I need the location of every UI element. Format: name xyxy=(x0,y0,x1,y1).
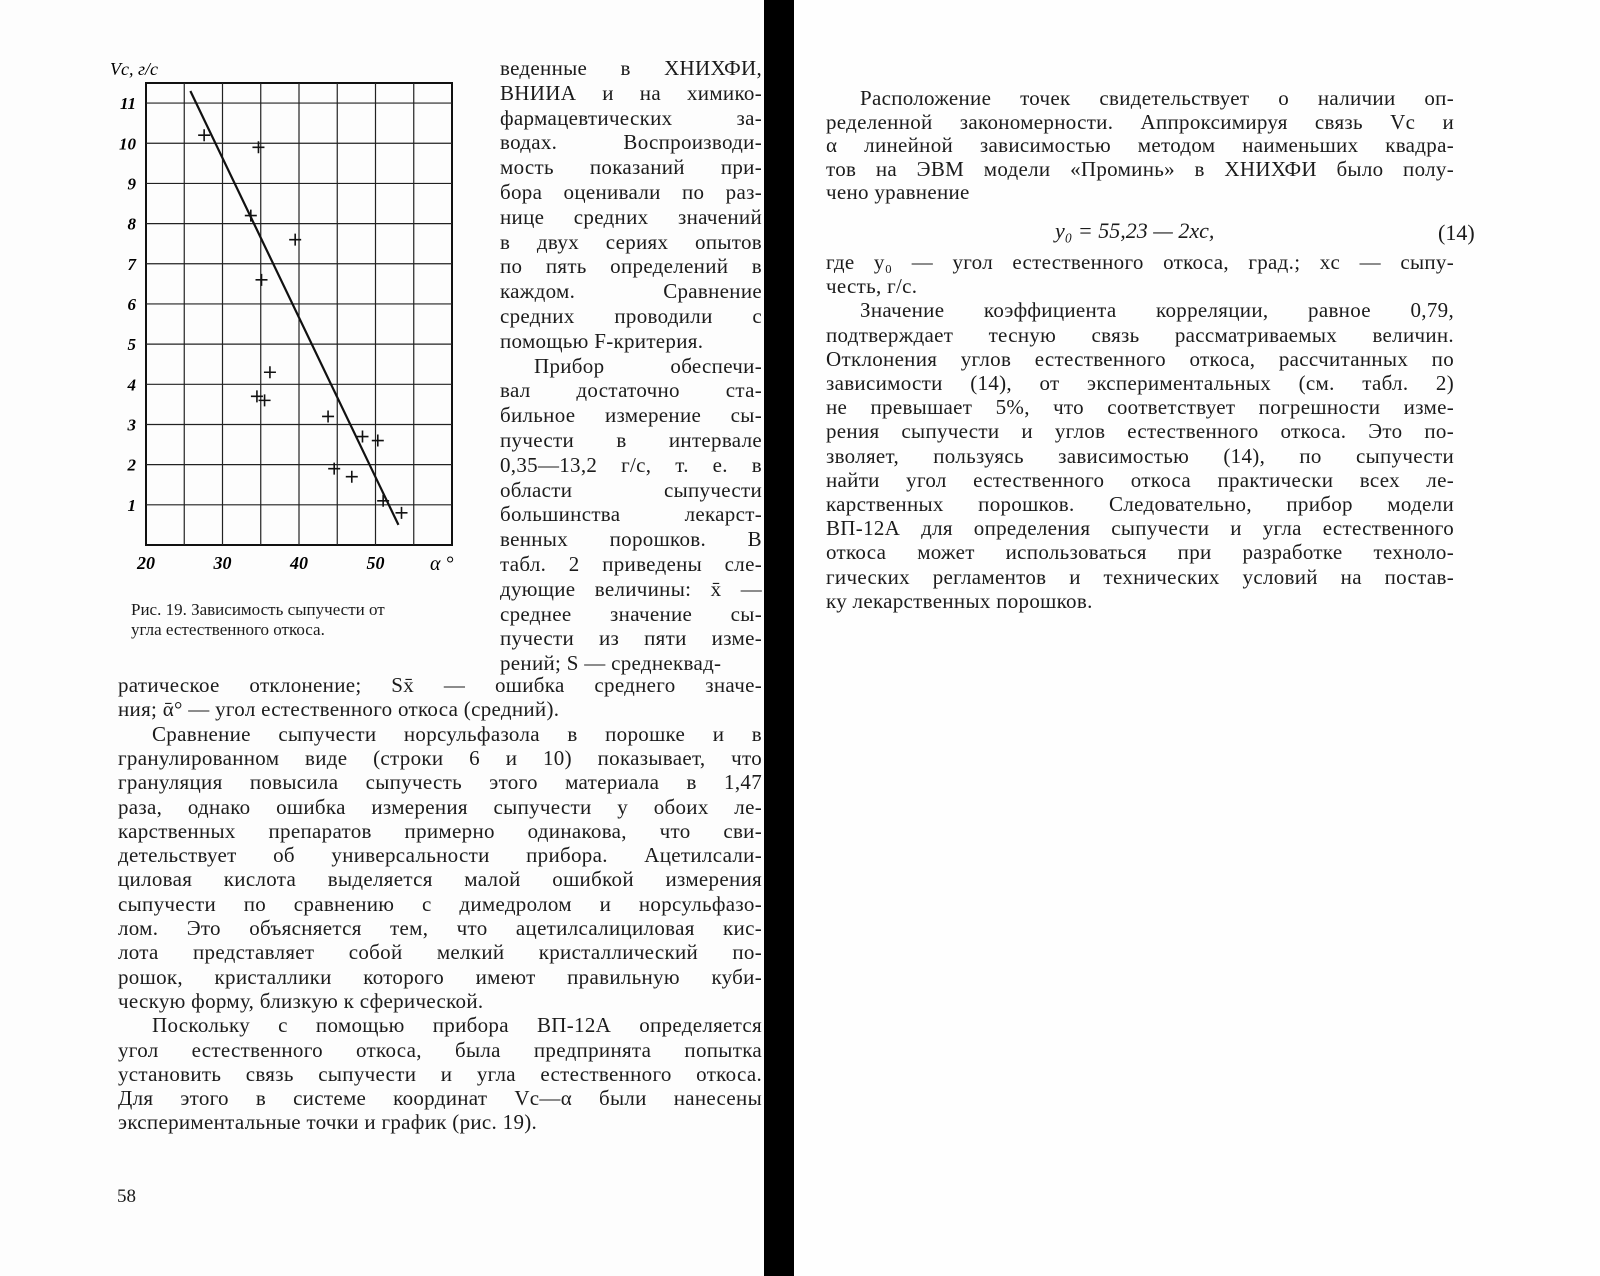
x-tick-label: 50 xyxy=(366,553,385,573)
y-tick-label: 3 xyxy=(127,415,136,435)
text-line: α линейной зависимостью методом наименьших квадра- xyxy=(826,133,1454,158)
text-line: детельствует об универсальности прибора. Ацетилсали- xyxy=(118,843,762,868)
text-line: ВНИИА и на химико- xyxy=(500,80,762,105)
y-tick-labels xyxy=(119,94,138,515)
book-spine xyxy=(764,0,794,1276)
y-tick-label: 11 xyxy=(119,94,136,114)
text-line: откоса может использоваться при разработке техноло- xyxy=(826,540,1454,565)
text-line: Сравнение сыпучести норсульфазола в порошке и в xyxy=(152,721,762,746)
text-line: карственных порошков. Следовательно, прибор модели xyxy=(826,492,1454,516)
data-point xyxy=(322,410,334,422)
y-tick-label: 5 xyxy=(127,335,136,355)
text-line: циловая кислота выделяется малой ошибкой измерения xyxy=(118,867,762,892)
text-line: найти угол естественного откоса практически всех ле- xyxy=(826,467,1454,492)
equation-14: y₀ = 55,23 — 2xc, xyxy=(1055,218,1215,243)
text-line: грануляция повысила сыпучесть этого материала в 1,47 xyxy=(118,770,762,795)
text-line: водах. Воспроизводи- xyxy=(500,130,762,155)
x-tick-label: 20 xyxy=(137,553,155,573)
y-tick-label: 4 xyxy=(127,375,136,395)
text-line: каждом. Сравнение xyxy=(500,279,762,304)
text-line: рошок, кристаллики которого имеют правильную куби- xyxy=(118,964,762,989)
text-line: Поскольку с помощью прибора ВП-12А определяется xyxy=(152,1013,762,1038)
text-line: венных порошков. В xyxy=(500,527,762,552)
text-line: раза, однако ошибка измерения сыпучести у обоих ле- xyxy=(118,794,762,819)
x-tick-labels xyxy=(136,553,385,573)
text-line: угол естественного откоса, была предпринята попытка xyxy=(118,1037,762,1062)
text-line: Значение коэффициента корреляции, равное 0,79, xyxy=(860,298,1454,323)
figure-caption xyxy=(131,600,471,640)
text-line: гических регламентов и технических условий на постав- xyxy=(826,564,1454,589)
text-line: фармацевтических за- xyxy=(500,105,762,130)
text-line: ку лекарственных порошков. xyxy=(826,588,1093,613)
text-line: ческую форму, близкую к сферической. xyxy=(118,988,484,1013)
data-point xyxy=(256,274,268,286)
y-tick-label: 6 xyxy=(127,294,136,314)
text-line: зависимости (14), от экспериментальных (см. табл. 2) xyxy=(826,371,1454,395)
text-line: чено уравнение xyxy=(826,180,970,205)
caption-line: Рис. 19. Зависимость сыпучести от xyxy=(131,600,385,619)
y-axis-label: Vc, г/с xyxy=(110,59,158,79)
data-point xyxy=(346,471,358,483)
text-line: экспериментальные точки и график (рис. 19). xyxy=(118,1110,538,1135)
fit-line xyxy=(190,91,398,525)
text-line: рения сыпучести и углов естественного откоса. Это по- xyxy=(826,419,1454,444)
figure-19-chart xyxy=(110,55,470,580)
x-tick-label: 30 xyxy=(213,553,232,573)
text-line: рений; S — среднеквад- xyxy=(500,651,722,676)
text-line: в двух сериях опытов xyxy=(500,229,762,254)
text-line: гранулированном виде (строки 6 и 10) показывает, что xyxy=(118,745,762,770)
text-line: Для этого в системе координат Vc—α были нанесены xyxy=(118,1086,762,1111)
text-line: мость показаний при- xyxy=(500,155,762,180)
text-line: честь, г/с. xyxy=(826,274,918,299)
text-line: Расположение точек свидетельствует о наличии оп- xyxy=(860,86,1454,110)
text-line: Отклонения углов естественного откоса, рассчитанных по xyxy=(826,346,1454,371)
text-line: нице средних значений xyxy=(500,204,762,229)
text-line: среднее значение сы- xyxy=(500,601,762,626)
text-line: где y₀ — угол естественного откоса, град.; xc — сыпу- xyxy=(826,250,1454,274)
y-tick-label: 2 xyxy=(127,455,136,475)
text-line: сыпучести по сравнению с димедролом и норсульфазо- xyxy=(118,891,762,916)
text-line: ВП-12А для определения сыпучести и угла естественного xyxy=(826,516,1454,541)
x-tick-label: 40 xyxy=(290,553,308,573)
text-line: по пять определений в xyxy=(500,254,762,279)
text-line: пучести из пяти изме- xyxy=(500,626,762,651)
text-line: ределенной закономерности. Аппроксимируя связь Vc и xyxy=(826,109,1454,134)
chart-grid xyxy=(146,83,452,545)
text-line: вал достаточно ста- xyxy=(500,378,762,403)
text-line: тов на ЭВМ модели «Проминь» в ХНИХФИ было полу- xyxy=(826,156,1454,181)
text-line: карственных препаратов примерно одинакова, что сви- xyxy=(118,818,762,843)
text-line: пучести в интервале xyxy=(500,428,762,452)
text-line: бильное измерение сы- xyxy=(500,403,762,428)
y-tick-label: 8 xyxy=(127,214,136,234)
text-line: области сыпучести xyxy=(500,477,762,502)
text-line: Прибор обеспечи- xyxy=(534,353,762,378)
data-point xyxy=(264,366,276,378)
text-line: средних проводили с xyxy=(500,304,762,328)
text-line: помощью F-критерия. xyxy=(500,328,704,353)
text-line: лом. Это объясняется тем, что ацетилсалициловая кис- xyxy=(118,916,762,940)
text-line: не превышает 5%, что соответствует погрешности изме- xyxy=(826,395,1454,420)
text-line: табл. 2 приведены сле- xyxy=(500,552,762,576)
data-point xyxy=(396,507,408,519)
caption-line: угла естественного откоса. xyxy=(131,620,325,639)
text-line: веденные в ХНИХФИ, xyxy=(500,56,762,80)
text-line: лота представляет собой мелкий кристаллический по- xyxy=(118,940,762,965)
y-tick-label: 7 xyxy=(127,254,136,274)
text-line: большинства лекарст- xyxy=(500,502,762,527)
data-point xyxy=(372,435,384,447)
text-line: подтверждает тесную связь рассматриваемых величин. xyxy=(826,322,1454,347)
x-axis-label: α ° xyxy=(430,553,454,575)
text-line: бора оценивали по раз- xyxy=(500,180,762,204)
y-tick-label: 10 xyxy=(119,134,136,154)
text-line: ния; ᾱ° — угол естественного откоса (средний). xyxy=(118,697,560,722)
text-line: 0,35—13,2 г/с, т. е. в xyxy=(500,452,762,477)
y-tick-label: 9 xyxy=(127,174,136,194)
text-line: дующие величины: x̄ — xyxy=(500,576,762,601)
text-line: ратическое отклонение; Sx̄ — ошибка среднего значе- xyxy=(118,673,762,697)
y-tick-label: 1 xyxy=(127,495,136,515)
text-line: установить связь сыпучести и угла естественного откоса. xyxy=(118,1061,762,1086)
text-line: зволяет, пользуясь зависимостью (14), по сыпучести xyxy=(826,443,1454,468)
page-number: 58 xyxy=(117,1186,136,1207)
equation-number: (14) xyxy=(1438,220,1475,245)
